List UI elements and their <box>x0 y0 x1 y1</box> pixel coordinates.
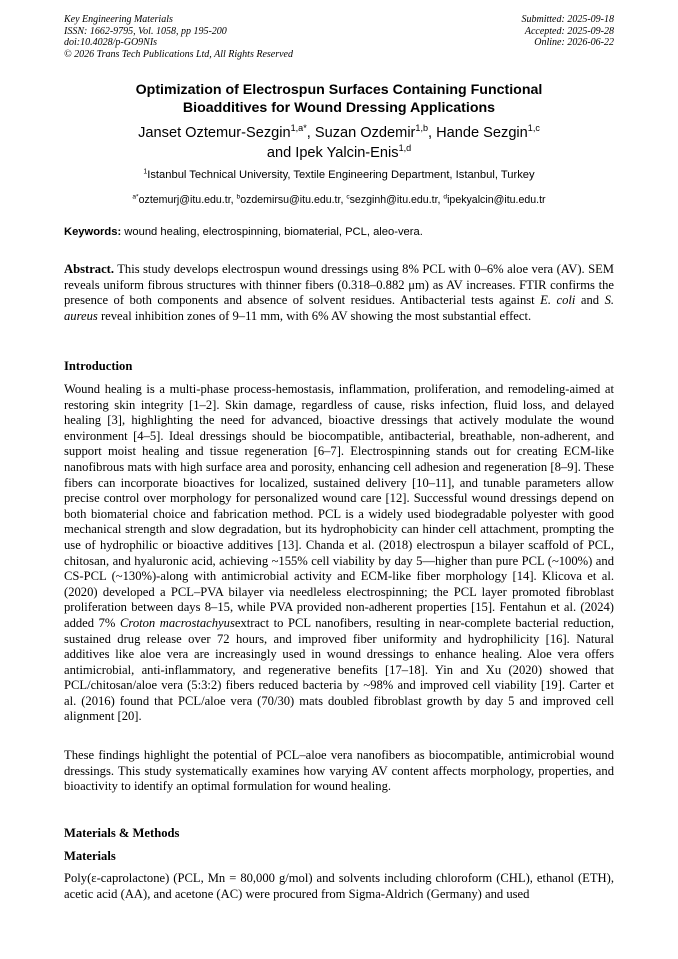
abstract-text: and <box>575 293 605 308</box>
title-line-1: Optimization of Electrospun Surfaces Containing Functional <box>135 82 543 98</box>
paper-title <box>64 82 614 117</box>
author-affiliation-marker: 1,c <box>527 123 540 134</box>
authors-line-1 <box>64 123 614 143</box>
author-affiliation-marker: 1,a* <box>290 123 307 134</box>
abstract-text: This study develops electrospun wound dressings using 8% PCL with 0–6% aloe vera (AV). SEM reveals uniform fibrous structures with thinner fibers (0.318–0.882 μm) as AV increases. FTIR confirms the presence of both components and absence of solvent residues. Antibacterial tests against <box>64 262 614 308</box>
online-date: Online: 2026-06-22 <box>534 37 614 49</box>
author-separator: , <box>306 125 315 141</box>
email-marker: d <box>443 193 448 201</box>
paragraph-text: Wound healing is a multi-phase process-hemostasis, inflammation, proliferation, and remodeling-aimed at restoring skin integrity [1–2]. Skin damage, regardless of cause, risks infection, fluid loss, and delayed healing [3], highlighting the need for advanced, bioactive dressings that actively modulate the wound environment [4–5]. Ideal dressings should be biocompatible, antibacterial, breathable, non-adherent, and support moist healing and tissue regeneration [6–7]. Electrospinning stands out for creating ECM-like nanofibrous mats with high surface area and porosity, enhancing cell adhesion and regeneration [8–9]. These fibers can incorporate bioactives for localized, sustained delivery [10–11], and tunable parameters allow precise control over morphology for personalized wound care [12]. Successful wound dressings depend on both biomaterial choice and fabrication method. PCL is a widely used biodegradable polyester with good mechanical strength and slow degradation, but its hydrophobicity can hinder cell attachment, prompting the use of hydrophilic or bioactive additives [13]. Chanda et al. (2018) electrospun a bilayer scaffold of PCL, chitosan, and hyaluronic acid, achieving ~155% cell viability by day 5—higher than pure PCL (~100%) and CS-PCL (~130%)-along with antimicrobial activity and ECM-like fiber morphology [14]. Klicova et al. (2020) developed a PCL–PVA bilayer via needleless electrospinning; the PCL layer promoted fibroblast proliferation between days 8–15, while PVA provided non-adherent properties [15]. Fentahun et al. (2024) added 7% <box>64 382 614 630</box>
abstract <box>64 262 614 324</box>
keywords-label: Keywords: <box>64 226 122 238</box>
author-name: Suzan Ozdemir <box>314 125 416 141</box>
author-list <box>64 123 614 163</box>
author-affiliation-marker: 1,b <box>415 123 428 134</box>
section-heading-methods: Materials & Methods <box>64 826 180 840</box>
species-name: S. aureus <box>64 293 615 323</box>
keywords-text: wound healing, electrospinning, biomaterial, PCL, aleo-vera. <box>121 226 423 238</box>
email-link[interactable]: sezginh@itu.edu.tr, <box>349 194 444 206</box>
author-emails <box>64 193 614 207</box>
title-line-2: Bioadditives for Wound Dressing Applications <box>182 99 496 116</box>
author-affiliation-marker: 1,d <box>398 143 412 154</box>
email-marker: c <box>346 193 350 201</box>
introduction-paragraph: These findings highlight the potential of PCL–aloe vera nanofibers as biocompatible, antimicrobial wound dressings. This study systematically examines how varying AV content affects morphology, properties, and bioactivity to identify an optimal formulation for wound healing. <box>64 748 614 794</box>
email-marker: b <box>236 193 241 201</box>
affiliation <box>64 168 614 182</box>
introduction-paragraph <box>64 382 614 725</box>
species-name: E. coli <box>540 293 576 308</box>
author-name: Janset Oztemur-Sezgin <box>138 125 291 141</box>
author-name: Ipek Yalcin-Enis <box>295 145 399 161</box>
paragraph-text: extract to PCL nanofibers, resulting in near-complete bacterial reduction, sustained drug release over 72 hours, and improved fiber uniformity and hydrophilicity [16]. Natural additives like aloe vera are increasingly used in wound dressings to enhance healing. Aloe vera offers antimicrobial, anti-inflammatory, and regenerative benefits [17–18]. Yin and Xu (2020) showed that PCL/chitosan/aloe vera (5:3:2) fibers reduced bacteria by ~98% and improved cell viability [19]. Carter et al. (2016) found that PCL/aloe vera (70/30) mats doubled fibroblast growth by day 5 and improved cell alignment [20]. <box>64 615 614 724</box>
submitted-date: Submitted: 2025-09-18 <box>521 14 614 25</box>
materials-paragraph: Poly(ε-caprolactone) (PCL, Mn = 80,000 g/mol) and solvents including chloroform (CHL), ethanol (ETH), acetic acid (AA), and acetone (AC) were procured from Sigma-Aldrich (Germany) and used <box>64 871 614 901</box>
section-heading-introduction: Introduction <box>64 359 133 373</box>
abstract-text: reveal inhibition zones of 9–11 mm, with 6% AV showing the most substantial effect. <box>97 308 532 323</box>
authors-line-2 <box>64 143 614 163</box>
publication-dates <box>522 14 615 49</box>
journal-issn: ISSN: 1662-9795, Vol. 1058, pp 195-200 <box>64 25 227 37</box>
author-name: Hande Sezgin <box>436 125 528 141</box>
author-conjunction: and <box>266 145 296 161</box>
email-marker: a* <box>132 193 139 201</box>
doi-link[interactable]: doi:10.4028/p-GO9NIs <box>64 37 158 49</box>
accepted-date: Accepted: 2025-09-28 <box>524 25 614 37</box>
journal-info <box>64 14 293 60</box>
keywords <box>64 225 614 239</box>
email-link[interactable]: ipekyalcin@itu.edu.tr <box>447 194 546 206</box>
author-separator: , <box>428 125 437 141</box>
email-link[interactable]: oztemurj@itu.edu.tr, <box>138 194 237 206</box>
species-name: Croton macrostachyus <box>119 615 235 630</box>
subsection-heading-materials: Materials <box>64 849 116 863</box>
abstract-label: Abstract. <box>64 262 115 276</box>
affiliation-marker: 1 <box>143 168 148 176</box>
affiliation-text: Istanbul Technical University, Textile Engineering Department, Istanbul, Turkey <box>147 169 535 181</box>
email-link[interactable]: ozdemirsu@itu.edu.tr, <box>240 194 347 206</box>
copyright: © 2026 Trans Tech Publications Ltd, All Rights Reserved <box>64 48 293 60</box>
journal-name: Key Engineering Materials <box>64 14 173 25</box>
